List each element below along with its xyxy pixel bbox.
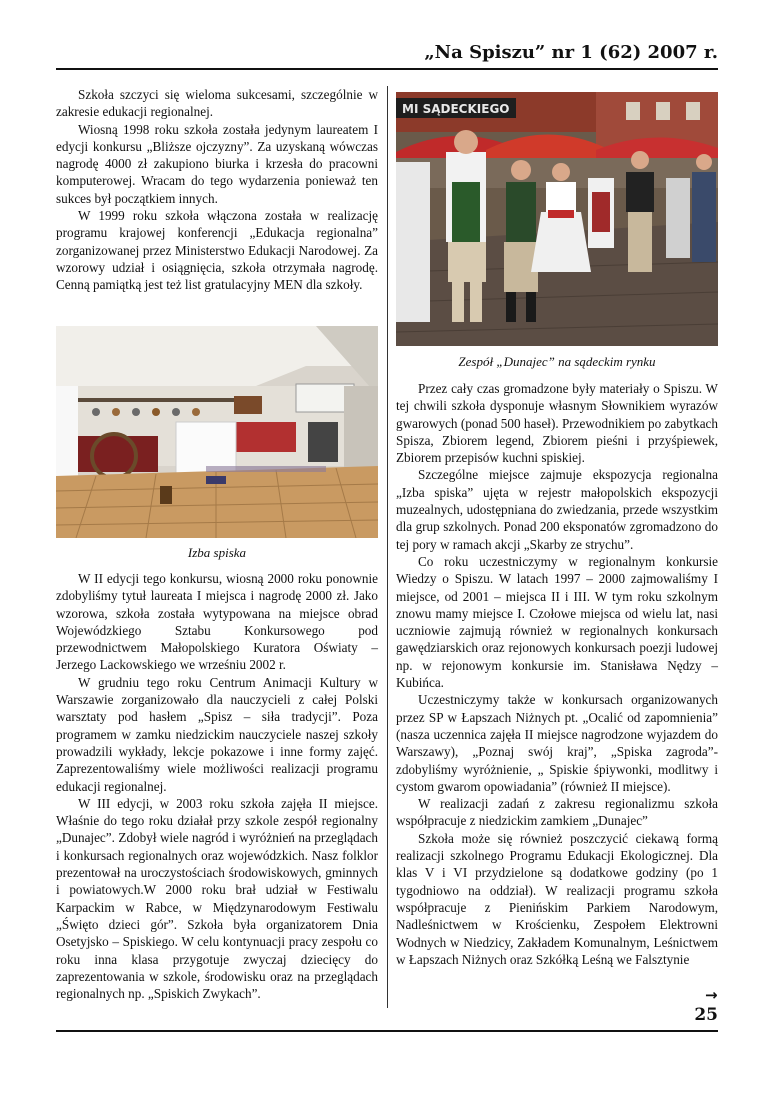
dunajec-photo [396, 92, 718, 346]
footer-rule [56, 1030, 718, 1032]
right-column-text [396, 380, 718, 968]
paragraph: Co roku uczestniczymy w regionalnym konkursie Wiedzy o Spiszu. W latach 1997 – 2000 zajmowaliśmy I miejsce, od 2001 – miejsca II i III. W tym roku szkolnym znowu mamy miejsce I. Czołowe miejsca od wielu lat, nasi uczniowie zajmują również w regionalnych konkursach gawędziarskich oraz rejonowych konkursach poezji ludowej np. w rejonowym konkursie im. Stanisława Nędzy – Kubińca. [396, 553, 718, 691]
paragraph: W realizacji zadań z zakresu regionalizmu szkoła współpracuje z niedzickim zamkiem „Dunajec” [396, 796, 718, 829]
paragraph: W II edycji tego konkursu, wiosną 2000 roku ponownie zdobyliśmy tytuł laureata I miejsca i nagrodę 2000 zł. Jako wzorowa, szkoła została wytypowana na miejsce obrad Wojewódzkiego Sztabu Konkursowego pod przewodnictwem Małopolskiego Kuratora Oświaty – Jerzego Lackowskiego we wrześniu 2002 r. [56, 571, 378, 673]
continue-arrow-icon: → [705, 986, 718, 1004]
paragraph: Przez cały czas gromadzone były materiały o Spiszu. W tej chwili szkoła dysponuje własnym Słownikiem wyrazów gwarowych (ponad 500 haseł). Przewodnikiem po zabytkach Spisza, Zbiorem legend, Zbiorem pieśni i przyśpiewek, Zbiorem przepisów kuchni spiskiej. [396, 381, 718, 466]
paragraph: Szczególne miejsce zajmuje ekspozycja regionalna „Izba spiska” ujęta w rejestr małopolskich ekspozycji muzealnych, udostępniana do zwiedzania, przede wszystkim dla grup szkolnych. Ponad 200 eksponatów zgromadzono do tej pory w ramach akcji „Skarby ze strychu”. [396, 467, 718, 552]
page-number: 25 [694, 1005, 718, 1025]
dunajec-caption: Zespół „Dunajec” na sądeckim rynku [458, 354, 656, 369]
izba-spiska-caption: Izba spiska [187, 545, 247, 560]
header-title: „Na Spiszu” nr 1 (62) 2007 r. [424, 42, 718, 63]
left-column-bottom-text [56, 570, 378, 1002]
paragraph: Szkoła może się również poszczycić ciekawą formą realizacji szkolnego Programu Edukacji Ekologicznej. Dla klas V i VI przydzielone są dodatkowe godziny (po 1 tygodniowo na oddział). W realizacji programu szkoła współpracuje z Pienińskim Parkiem Narodowym, Nadleśnictwem w Krościenku, Zespołem Elektrowni Wodnych w Niedzicy, Zakładem Komunalnym, Leśnictwem w Łapszach Niżnych oraz Szkółką Leśną we Falsztynie [396, 830, 718, 967]
paragraph: W grudniu tego roku Centrum Animacji Kultury w Warszawie zorganizowało dla nauczycieli z całej Polski warsztaty pod hasłem „Spisz – siła tradycji”. Poza programem w zamku niedzickim nauczyciele naszej szkoły prowadzili wykłady, lekcje pokazowe i inne formy zajęć. Zaprezentowaliśmy wiele możliwości realizacji programu edukacji regionalnej. [56, 674, 378, 794]
paragraph: W 1999 roku szkoła włączona została w realizację programu krajowej konferencji „Edukacja regionalna” zorganizowanej przez Ministerstwo Edukacji Narodowej. Za wzorowy udział i osiągnięcia, szkoła otrzymała nagrodę. Cenną pamiątką jest też list gratulacyjny MEN dla szkoły. [56, 208, 378, 293]
paragraph: Wiosną 1998 roku szkoła została jedynym laureatem I edycji konkursu „Bliższe ojczyzny”. Za uzyskaną wówczas nagrodę 4000 zł zakupiono biurka i krzesła do pracowni komputerowej. Wracam do tego wydarzenia ponieważ ten sukces był początkiem innych. [56, 121, 378, 206]
left-column-top-text [56, 86, 378, 294]
paragraph: W III edycji, w 2003 roku szkoła zajęła II miejsce. Właśnie do tego roku działał przy szkole zespół regionalny „Dunajec”. Zdobył wiele nagród i wyróżnień na przeglądach i konkursach regionalnych oraz wojewódzkich. Nasz folklor prezentował na uroczystościach środowiskowych, gminnych i powiatowych.W 2000 roku brał udział w Festiwalu Karpackim w Rabce, w Międzynarodowym Festiwalu „Święto dzieci gór”. Szkoła była organizatorem Dnia Osetyjsko – Spiskiego. W celu kontynuacji pracy zespołu co roku inna klasa przygotuje zwyczaj dziecięcy do zaprezentowania w szkole, środowisku oraz na przeglądach regionalnych np. „Spiskich Zwykach”. [56, 795, 378, 1002]
column-divider [387, 86, 388, 1008]
paragraph: Szkoła szczyci się wieloma sukcesami, szczególnie w zakresie edukacji regionalnej. [56, 87, 378, 120]
paragraph: Uczestniczymy także w konkursach organizowanych przez SP w Łapszach Niżnych pt. „Ocalić od zapomnienia” (nasza uczennica zajęła II miejsce nagrodzone wyjazdem do Warszawy), „Poznaj swój kraj”, „Spiska zagroda”- zdobyliśmy wyróżnienie, „ Spiskie śpiywonki, modlitwy i cystom gwarom opowiadania” (również II miejsce). [396, 692, 718, 794]
izba-spiska-photo [56, 326, 378, 538]
sign-text: MI SĄDECKIEGO [402, 102, 510, 116]
header-rule [56, 68, 718, 70]
